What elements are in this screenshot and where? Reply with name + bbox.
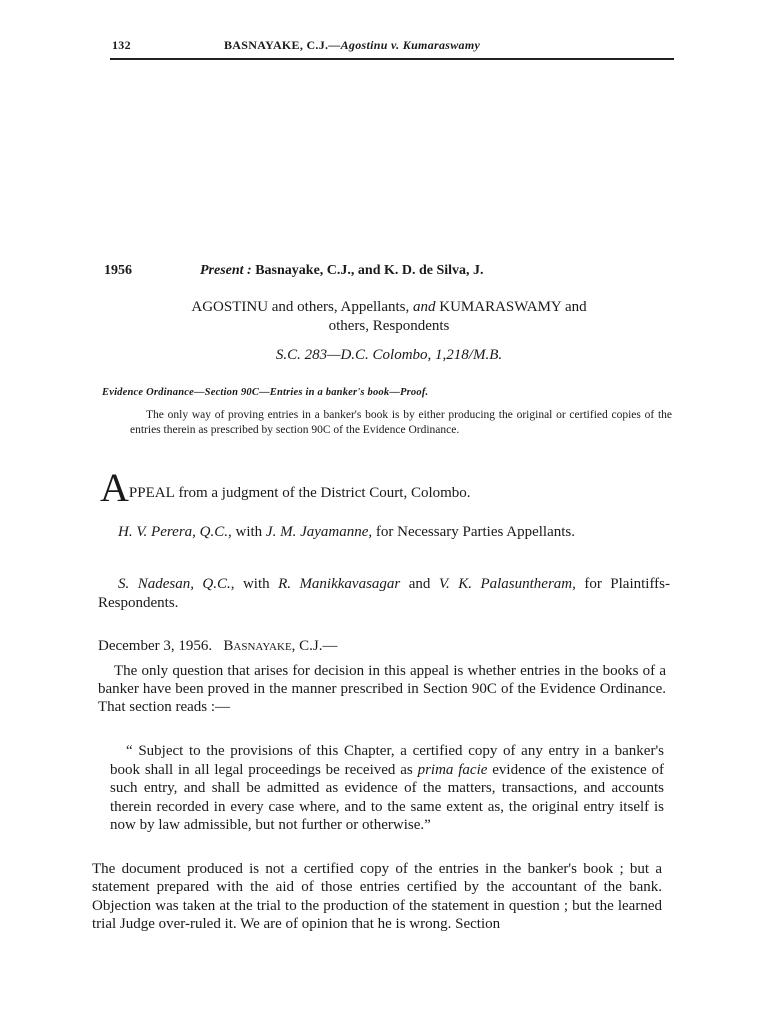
running-case-title: Agostinu v. Kumaraswamy	[340, 38, 481, 52]
respondents-name: KUMARASWAMY and	[439, 299, 587, 315]
quote-part-2: evidence of the existence of such entry, and shall be admitted as evidence of the matters, transactions, and accounts therein recorded in every case where, and to the same extent as, the original entry itself is now by law admissible, but not further or otherwise.”	[110, 761, 664, 834]
header-rule	[110, 58, 674, 60]
case-number: S.C. 283—D.C. Colombo, 1,218/M.B.	[275, 347, 503, 363]
counsel-junior-2: V. K. Palasuntheram,	[438, 576, 576, 592]
catchwords: Evidence Ordinance—Section 90C—Entries in a banker's book—Proof.	[102, 387, 429, 398]
appeal-rest: from a judgment of the District Court, Colombo.	[174, 485, 471, 501]
statutory-quotation	[110, 742, 664, 835]
counsel-respondents	[98, 575, 670, 613]
paragraph-1-text: The only question that arises for decision in this appeal is whether entries in the books of a banker have been proved in the manner prescribed in Section 90C of the Evidence Ordinance. That section reads :—	[98, 663, 666, 716]
counsel-senior: H. V. Perera, Q.C.	[118, 524, 228, 540]
headnote-text: The only way of proving entries in a banker's book is by either producing the original or certified copies of the entries therein as prescribed by section 90C of the Evidence Ordinance.	[130, 409, 672, 436]
present-label: Present :	[200, 263, 252, 278]
parties-connector: and	[413, 299, 436, 315]
counsel-and: and	[400, 576, 439, 592]
appeal-caps: PPEAL	[128, 485, 175, 501]
appellants: AGOSTINU and others, Appellants,	[191, 299, 410, 315]
page-number: 132	[112, 38, 131, 52]
paragraph-2-text: The document produced is not a certified copy of the entries in the banker's book ; but a statement prepared with the aid of those entries certified by the accountant of the bank. Objection was taken at the trial to the production of the statement in question ; but the learned trial Judge over-ruled it. We are of opinion that he is wrong. Section	[92, 861, 662, 933]
counsel-with: , with	[230, 576, 279, 592]
respondents-rest: others, Respondents	[328, 318, 450, 334]
bench-judges: Basnayake, C.J., and K. D. de Silva, J.	[255, 263, 484, 278]
appeal-line	[100, 465, 471, 510]
paragraph-2	[92, 860, 662, 934]
decision-year: 1956	[104, 263, 132, 278]
counsel-junior: R. Manikkavasagar	[278, 576, 401, 592]
counsel-for: for Plaintiffs-Respondents.	[98, 576, 671, 611]
drop-cap: A	[100, 465, 129, 510]
counsel-with: , with	[228, 524, 266, 540]
bench	[200, 263, 484, 279]
quote-part-1: “ Subject to the provisions of this Chapter, a certified copy of any entry in a banker's book shall in all legal proceedings be received as	[110, 743, 664, 778]
quote-italic: prima facie	[417, 761, 488, 778]
counsel-junior: J. M. Jayamanne,	[265, 524, 373, 540]
counsel-appellants	[98, 523, 670, 542]
judgment-date: December 3, 1956.	[98, 638, 213, 654]
running-title	[224, 38, 480, 53]
running-judge: BASNAYAKE, C.J.—	[224, 38, 341, 52]
counsel-for: for Necessary Parties Appellants.	[372, 524, 575, 540]
headnote	[130, 408, 672, 438]
judgment-heading	[98, 638, 338, 655]
parties	[104, 298, 674, 336]
judgment-judge: Basnayake, C.J.—	[223, 638, 338, 654]
counsel-senior: S. Nadesan, Q.C.	[118, 576, 231, 592]
paragraph-1	[98, 662, 666, 717]
